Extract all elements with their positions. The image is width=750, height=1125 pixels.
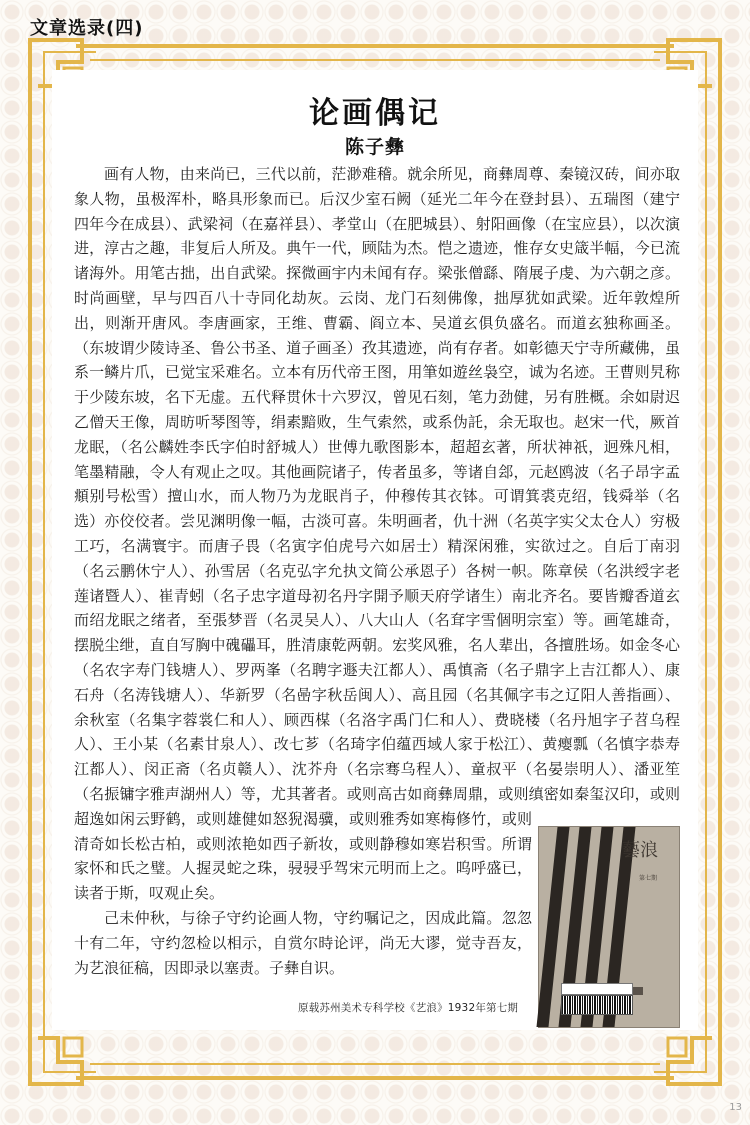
section-label: 文章选录(四) (30, 18, 144, 39)
library-sticker (561, 983, 633, 995)
paragraph-2: 己未仲秋，与徐子守约论画人物，守约嘱记之，因成此篇。忽忽十有二年，守约忽检以相示，自赏尔時论评，尚无大谬，觉寺吾友，为艺浪征稿，因即录以塞责。子彝自识。 (74, 908, 532, 977)
barcode (561, 995, 633, 1015)
source-citation: 原载苏州美术专科学校《艺浪》1932年第七期 (298, 1002, 519, 1014)
page-number: 13 (729, 1102, 742, 1113)
magazine-cover-image (538, 826, 680, 1028)
cover-title: 藝浪 (622, 840, 658, 861)
paragraph-1: 画有人物，由来尚已，三代以前，茫渺难稽。就余所见，商彝周尊、秦镜汉砖，间亦取象人物，虽极浑朴，略具形象而已。后汉少室石阙（延光二年今在登封县）、五瑞图（建宁四年今在成县）、武梁祠（在嘉祥县）、孝堂山（在肥城县）、射阳画像（在宝应县），以次演进，淳古之趣，非复后人所及。典午一代，顾陆为杰。恺之遗迹，惟存女史箴半幅，今已流诸海外。用笔古拙，出自武梁。探微画宇内未闻有存。梁张僧繇、隋展子虔、为六朝之彦。时尚画壁，早与四百八十寺同化劫灰。云岗、龙门石刻佛像，拙厚犹如武梁。近年敦煌所出，则渐开唐风。李唐画家，王维、曹霸、阎立本、吴道玄俱负盛名。而道玄独称画圣。（东坡谓少陵诗圣、鲁公书圣、道子画圣）孜其遗迹，尚有存者。如彰德天宁寺所藏佛，虽系一鳞片爪，已觉宝采难名。立本有历代帝王图，用筆如遊丝袅空，诚为名迹。王曹则旯称于少陵东坡，名下无虚。五代释贯休十六罗汉，曾见石刻，笔力劲健，另有胜概。余如尉迟乙僧天王像，周昉听琴图等，绢素黯败，生气索然，或系伪託，余无取也。赵宋一代，厥首龙眠，（名公麟姓李氏字伯时舒城人）世傅九歌图影本，超超玄著，所状神祇，迥殊凡相，笔墨精融，令人有观止之叹。其他画院诸子，传者虽多，等诸自郐，元赵鸥波（名子昂字孟頫别号松雪）擅山水，而人物乃为龙眠肖子，仲穆传其衣钵。可谓箕裘克绍，钱舜举（名选）亦佼佼者。尝见渊明像一幅，古淡可喜。朱明画者，仇十洲（名英字实父太仓人）穷极工巧，名满寰宇。而唐子畏（名寅字伯虎号六如居士）精深闲雅，实欲过之。自后丁南羽（名云鹏休宁人）、孙雪居（名克弘字允执文简公承恩子）各树一帜。陈章侯（名洪绶字老莲诸暨人）、崔青蚓（名子忠字道母初名丹字開予顺天府学诸生）南北齐名。要皆瓣香道玄而绍龙眠之绪者，至張梦晋（名灵吴人）、八大山人（名耷字雪個明宗室）等。画笔雄奇，摆脱尘绁，直自写胸中磈礧耳，胜清康乾两朝。宏奖风雅，名人辈出，各擅胜场。如金冬心（名农字寿门钱塘人）、罗两峯（名聘字遯夫江都人）、禹慎斋（名子鼎字上吉江都人）、康石舟（名涛钱塘人）、华新罗（名喦字秋岳闽人）、高且园（名其佩字韦之辽阳人善指画）、余秋室（名集字蓉裳仁和人）、顾西楳（名洛字禹门仁和人）、费晓楼（名丹旭字子苕乌程人）、王小某（名素甘泉人）、改七芗（名琦字伯蕴西域人家于松江）、黄瘿瓢（名慎字恭寿江都人）、闵正斋（名贞赣人）、沈芥舟（名宗骞乌程人）、童叔平（名晏崇明人）、潘亚笙（名振镛字雅声湖州人）等，尤其著者。或则高古如商彝周鼎，或则缜密如秦玺汉印，或则超逸如闲云野鹤，或则雄健如怒猊渴骥，或则雅秀如寒梅修竹，或则清奇如长松古柏，或则浓艳如西子新妆，或则静穆如寒岩积雪。所谓家怀和氏之璧。人握灵蛇之珠，骎骎乎驾宋元明而上之。呜呼盛已，读者于斯，叹观止矣。 (74, 165, 680, 903)
article-author: 陈子彝 (344, 136, 405, 158)
cover-subtitle: 第七期 (638, 875, 657, 882)
article-title: 论画偶记 (309, 96, 441, 131)
